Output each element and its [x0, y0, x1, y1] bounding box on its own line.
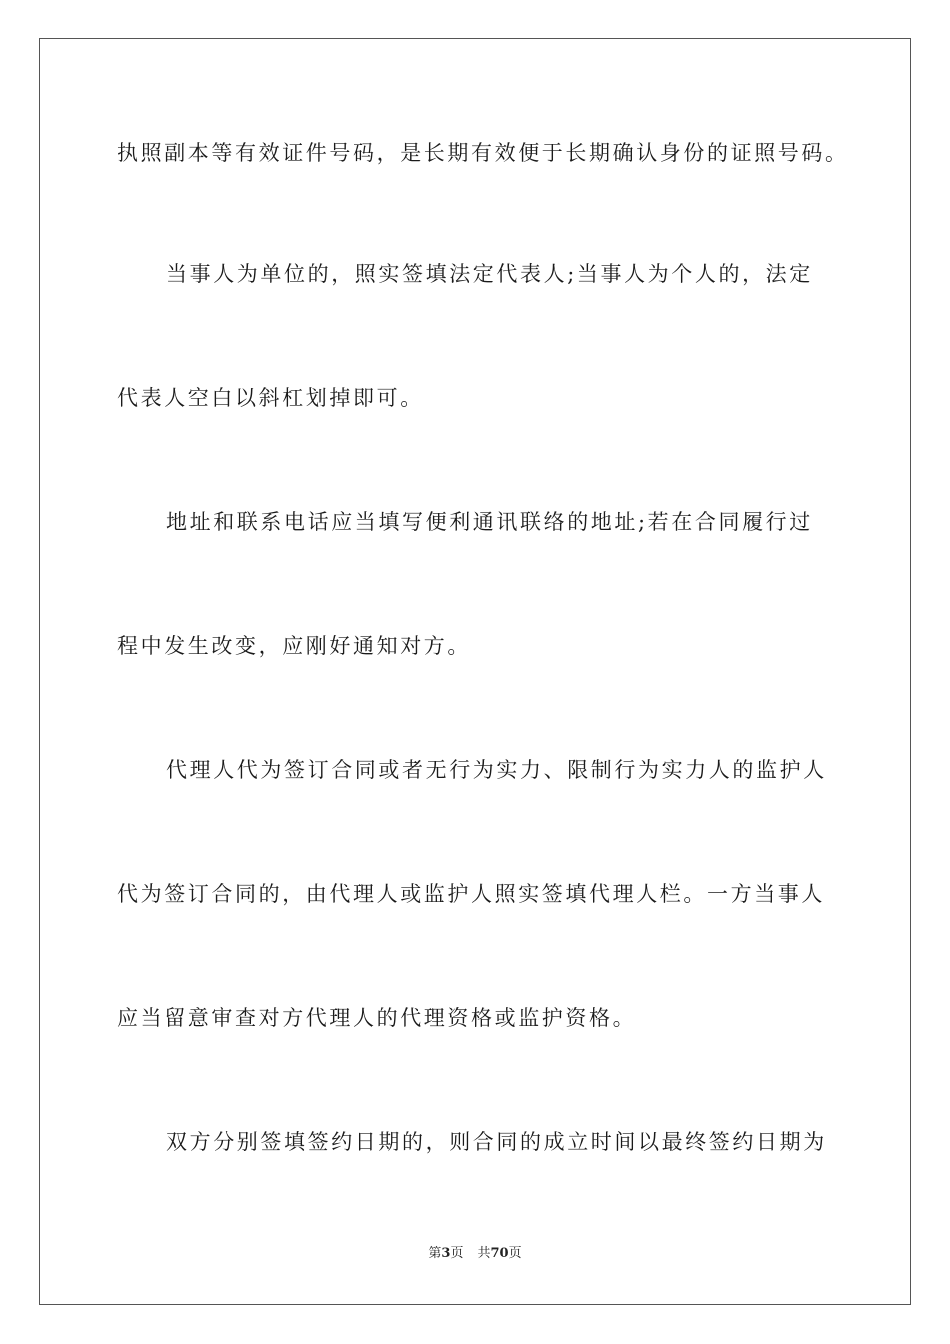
text-line-5: 程中发生改变，应刚好通知对方。 [117, 634, 471, 658]
text-line-4: 地址和联系电话应当填写便利通讯联络的地址;若在合同履行过 [166, 510, 813, 534]
text-line-6: 代理人代为签订合同或者无行为实力、限制行为实力人的监护人 [166, 758, 827, 782]
text-line-1: 执照副本等有效证件号码，是长期有效便于长期确认身份的证照号码。 [117, 141, 849, 165]
total-pages: 70 [490, 1246, 509, 1261]
page-footer [0, 1245, 950, 1263]
page-suffix: 页 [450, 1246, 464, 1261]
page-prefix: 第 [428, 1246, 442, 1261]
text-line-2: 当事人为单位的，照实签填法定代表人;当事人为个人的，法定 [166, 262, 813, 286]
text-line-8: 应当留意审查对方代理人的代理资格或监护资格。 [117, 1006, 637, 1030]
total-suffix: 页 [508, 1246, 522, 1261]
page-border [39, 38, 911, 1305]
text-line-9: 双方分别签填签约日期的，则合同的成立时间以最终签约日期为 [166, 1130, 827, 1154]
page-number: 3 [441, 1246, 451, 1261]
total-prefix: 共 [477, 1246, 491, 1261]
text-line-7: 代为签订合同的，由代理人或监护人照实签填代理人栏。一方当事人 [117, 882, 825, 906]
text-line-3: 代表人空白以斜杠划掉即可。 [117, 386, 424, 410]
